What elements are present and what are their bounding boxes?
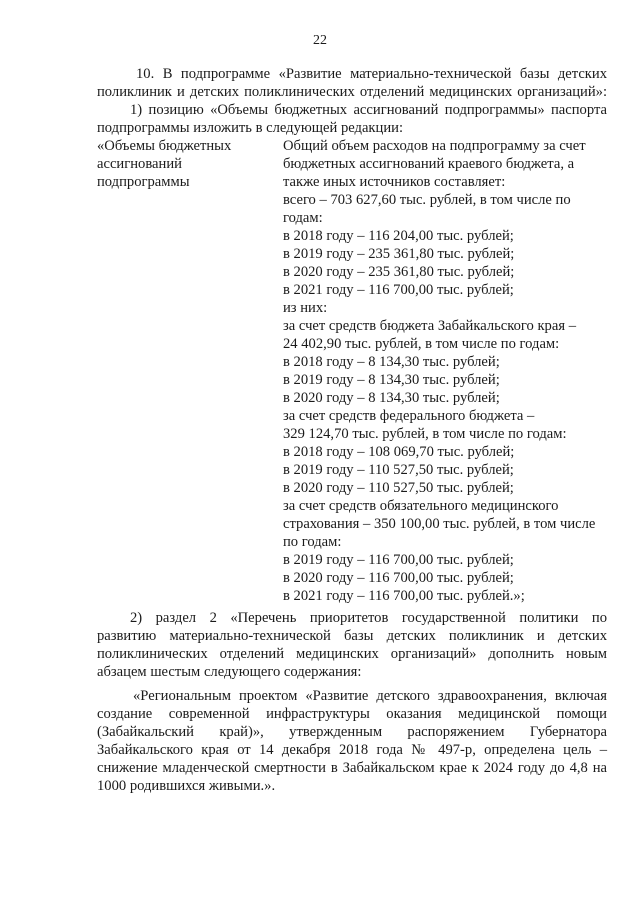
intro-line: поликлиник и детских поликлинических отделений медицинских организаций»: [97, 84, 607, 100]
table-right-line: в 2018 году – 108 069,70 тыс. рублей; [283, 444, 515, 460]
section2-line: 2) раздел 2 «Перечень приоритетов государственной политики по [130, 610, 607, 626]
quote-line: создание современной инфраструктуры оказания медицинской помощи [97, 706, 607, 722]
table-right-line: 24 402,90 тыс. рублей, в том числе по годам: [283, 336, 560, 352]
quote-line: «Региональным проектом «Развитие детского здравоохранения, включая [133, 688, 607, 704]
intro-line: 1) позицию «Объемы бюджетных ассигнований подпрограммы» паспорта [130, 102, 607, 118]
intro-line: 10. В подпрограмме «Развитие материально-технической базы детских [136, 66, 607, 82]
intro-line: подпрограммы изложить в следующей редакции: [97, 120, 404, 136]
table-right-line: в 2019 году – 235 361,80 тыс. рублей; [283, 246, 515, 262]
table-right-line: в 2018 году – 8 134,30 тыс. рублей; [283, 354, 500, 370]
quote-line: Забайкальского края от 14 декабря 2018 года № 497-р, определена цель – [97, 742, 607, 758]
table-right-line: за счет средств обязательного медицинского [283, 498, 559, 514]
table-right-line: в 2020 году – 235 361,80 тыс. рублей; [283, 264, 515, 280]
quote-line: 1000 родившихся живыми.». [97, 778, 276, 794]
section2-line: абзацем шестым следующего содержания: [97, 664, 362, 680]
table-right-line: в 2021 году – 116 700,00 тыс. рублей; [283, 282, 514, 298]
page-number: 22 [313, 33, 327, 48]
table-left-label: подпрограммы [97, 174, 190, 190]
table-right-line: в 2021 году – 116 700,00 тыс. рублей.»; [283, 588, 525, 604]
table-right-line: Общий объем расходов на подпрограмму за счет [283, 138, 586, 154]
section2-line: развитию материально-технической базы детских поликлиник и детских [97, 628, 607, 644]
table-right-line: в 2019 году – 8 134,30 тыс. рублей; [283, 372, 500, 388]
table-right-line: из них: [283, 300, 328, 316]
table-right-line: в 2020 году – 8 134,30 тыс. рублей; [283, 390, 500, 406]
table-right-line: за счет средств федерального бюджета – [283, 408, 535, 424]
table-left-label: ассигнований [97, 156, 182, 172]
table-right-line: всего – 703 627,60 тыс. рублей, в том числе по [283, 192, 571, 208]
table-right-line: также иных источников составляет: [283, 174, 506, 190]
table-right-line: годам: [283, 210, 323, 226]
table-right-line: в 2019 году – 110 527,50 тыс. рублей; [283, 462, 514, 478]
section2-line: поликлинических отделений медицинских организаций» дополнить новым [97, 646, 607, 662]
table-right-line: в 2018 году – 116 204,00 тыс. рублей; [283, 228, 514, 244]
table-right-line: по годам: [283, 534, 342, 550]
table-right-line: в 2020 году – 116 700,00 тыс. рублей; [283, 570, 514, 586]
quote-line: снижение младенческой смертности в Забайкальском крае к 2024 году до 4,8 на [97, 760, 607, 776]
table-left-label: «Объемы бюджетных [97, 138, 232, 154]
table-right-line: в 2020 году – 110 527,50 тыс. рублей; [283, 480, 514, 496]
table-right-line: страхования – 350 100,00 тыс. рублей, в том числе [283, 516, 596, 532]
table-right-line: бюджетных ассигнований краевого бюджета, а [283, 156, 575, 172]
table-right-line: в 2019 году – 116 700,00 тыс. рублей; [283, 552, 514, 568]
table-right-line: 329 124,70 тыс. рублей, в том числе по годам: [283, 426, 567, 442]
quote-line: (Забайкальский край)», утвержденным распоряжением Губернатора [97, 724, 607, 740]
table-right-line: за счет средств бюджета Забайкальского края – [283, 318, 576, 334]
